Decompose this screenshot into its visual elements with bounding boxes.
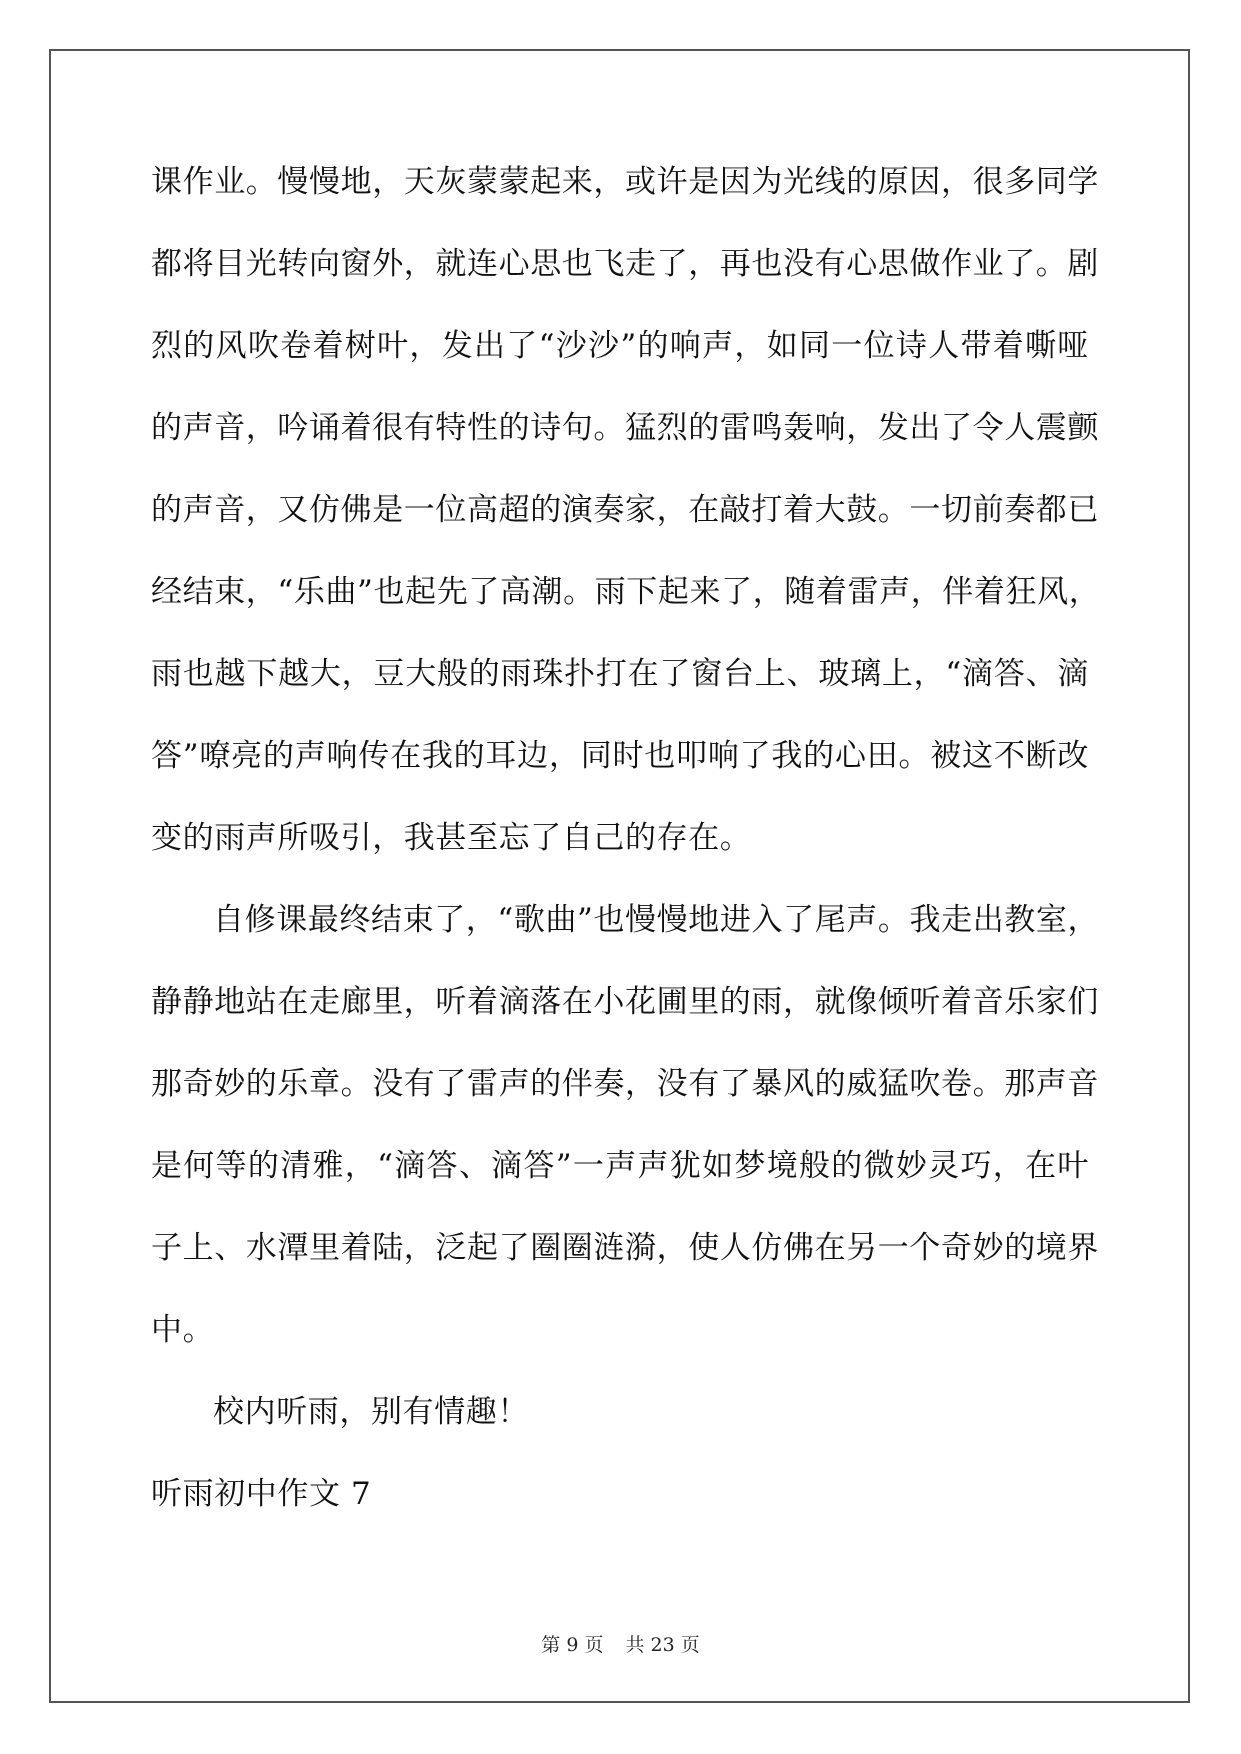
- text-line: 的声音，又仿佛是一位高超的演奏家，在敲打着大鼓。一切前奏都已: [151, 492, 1099, 528]
- text-line: 经结束，“乐曲”也起先了高潮。雨下起来了，随着雷声，伴着狂风，: [151, 574, 1101, 610]
- text-line: 静静地站在走廊里，听着滴落在小花圃里的雨，就像倾听着音乐家们: [151, 984, 1099, 1020]
- section-title: 听雨初中作文 7: [151, 1476, 372, 1512]
- text-line: 课作业。慢慢地，天灰蒙蒙起来，或许是因为光线的原因，很多同学: [151, 164, 1099, 200]
- page-number: 第 9 页: [541, 1634, 604, 1656]
- text-line: 是何等的清雅，“滴答、滴答”一声声犹如梦境般的微妙灵巧，在叶: [151, 1148, 1089, 1184]
- text-line: 中。: [151, 1312, 215, 1348]
- page-footer: [0, 1630, 1241, 1657]
- text-line: 烈的风吹卷着树叶，发出了“沙沙”的响声，如同一位诗人带着嘶哑: [151, 328, 1089, 364]
- page-total: 共 23 页: [625, 1634, 700, 1656]
- text-line: 那奇妙的乐章。没有了雷声的伴奏，没有了暴风的威猛吹卷。那声音: [151, 1066, 1099, 1102]
- text-line: 自修课最终结束了，“歌曲”也慢慢地进入了尾声。我走出教室，: [213, 902, 1100, 938]
- text-line: 都将目光转向窗外，就连心思也飞走了，再也没有心思做作业了。剧: [151, 246, 1099, 282]
- text-line: 校内听雨，别有情趣！: [213, 1394, 529, 1430]
- text-line: 变的雨声所吸引，我甚至忘了自己的存在。: [151, 820, 752, 856]
- text-line: 雨也越下越大，豆大般的雨珠扑打在了窗台上、玻璃上，“滴答、滴: [151, 656, 1089, 692]
- text-line: 子上、水潭里着陆，泛起了圈圈涟漪，使人仿佛在另一个奇妙的境界: [151, 1230, 1099, 1266]
- text-line: 的声音，吟诵着很有特性的诗句。猛烈的雷鸣轰响，发出了令人震颤: [151, 410, 1099, 446]
- text-line: 答”嘹亮的声响传在我的耳边，同时也叩响了我的心田。被这不断改: [151, 738, 1089, 774]
- document-body: [151, 156, 1101, 1550]
